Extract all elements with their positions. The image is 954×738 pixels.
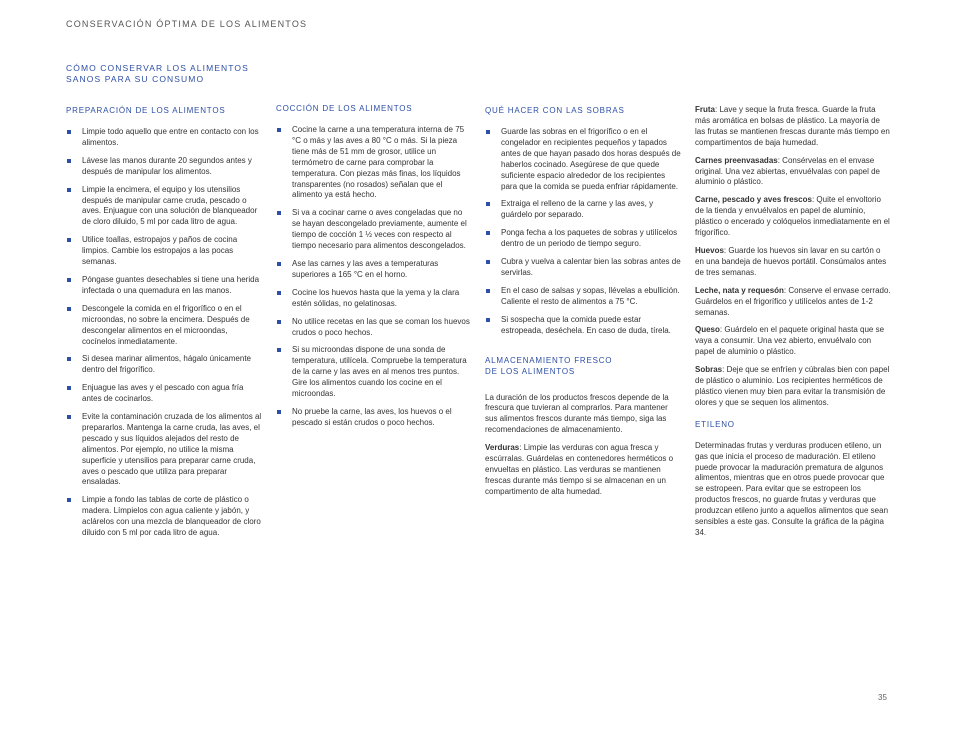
- list-sobras: [485, 127, 681, 337]
- page-number: 35: [878, 693, 887, 702]
- entry-sobras: Sobras: Deje que se enfríen y cúbralas bien con papel de plástico o aluminio. Los recipientes herméticos de plástico vienen muy bien para evitar la transmisión de olores y que se sequen los alimentos.: [695, 365, 890, 407]
- list-item: Póngase guantes desechables si tiene una herida infectada o una quemadura en las manos.: [66, 275, 262, 297]
- entry-text: Quite el envoltorio de la tienda y envuélvalos en papel de aluminio, plástico o encerado y colóquelos inmediatamente en el frigorífico.: [695, 195, 890, 238]
- main-title: CÓMO CONSERVAR LOS ALIMENTOS SANOS PARA SU CONSUMO: [66, 63, 249, 84]
- list-item: Limpie a fondo las tablas de corte de plástico o madera. Límpielos con agua caliente y jabón, y aclárelos con una mezcla de blanqueador de cloro diluido con 5 ml por cada litro de agua.: [66, 495, 262, 539]
- list-item: Evite la contaminación cruzada de los alimentos al prepararlos. Mantenga la carne cruda, las aves, el pescado y sus líquidos alejados del resto de alimentos. Por ejemplo, no utilice la misma superficie y utensilios para preparar carne cruda, aves o pescado que utiliza para preparar ensaladas.: [66, 412, 262, 488]
- list-item: Descongele la comida en el frigorífico o en el microondas, no sobre la encimera. Después de descongelar alimentos en el microondas, cocínelos inmediatamente.: [66, 304, 262, 348]
- column-sobras: [485, 105, 681, 505]
- entry-text: Deje que se enfríen y cúbralas bien con papel de plástico o aluminio. Los recipientes herméticos de plástico vienen muy bien para evitar la transmisión de olores y que se sequen los alimentos.: [695, 365, 890, 407]
- entry-text: Consérvelas en el envase original. Una vez abiertas, envuélvalas con papel de aluminio o plástico.: [695, 155, 881, 187]
- list-item: Si sospecha que la comida puede estar estropeada, deséchela. En caso de duda, tírela.: [485, 315, 681, 337]
- list-item: Cocine los huevos hasta que la yema y la clara estén sólidas, no gelatinosas.: [276, 288, 472, 310]
- list-item: Cubra y vuelva a calentar bien las sobras antes de servirlas.: [485, 257, 681, 279]
- section-title-preparacion: PREPARACIÓN DE LOS ALIMENTOS: [66, 106, 226, 115]
- list-item: Cocine la carne a una temperatura interna de 75 °C o más y las aves a 80 °C o más. Si la pieza tiene más de 51 mm de grosor, utilice un termómetro de carne para comprobar la temperatura. Con piezas más finas, los líquidos transparentes (no rosados) señalan que el alimento ya está hecho.: [276, 125, 472, 201]
- running-header: CONSERVACIÓN ÓPTIMA DE LOS ALIMENTOS: [66, 19, 308, 29]
- column-coccion: [276, 103, 472, 436]
- list-item: No utilice recetas en las que se coman los huevos crudos o poco hechos.: [276, 317, 472, 339]
- entry-carne-pescado-aves: Carne, pescado y aves frescos: Quite el envoltorio de la tienda y envuélvalos en papel de aluminio, plástico o encerado y colóquelos inmediatamente en el frigorífico.: [695, 195, 890, 238]
- entry-label: Sobras: [695, 365, 723, 375]
- list-coccion: [276, 125, 472, 429]
- section-title-almacenamiento: ALMACENAMIENTO FRESCO DE LOS ALIMENTOS: [485, 355, 613, 376]
- list-item: Si desea marinar alimentos, hágalo únicamente dentro del frigorífico.: [66, 354, 262, 376]
- entry-label: Carnes preenvasadas: [695, 155, 778, 165]
- entry-text: Limpie las verduras con agua fresca y escúrralas. Guárdelas en contenedores herméticos o envueltas en plástico. Las verduras se mantienen frescas durante más tiempo si se almacenan en un compartimento de alta humedad.: [485, 443, 674, 496]
- entry-label: Huevos: [695, 245, 724, 255]
- list-item: Extraiga el relleno de la carne y las aves, y guárdelo por separado.: [485, 199, 681, 221]
- section-title-coccion: COCCIÓN DE LOS ALIMENTOS: [276, 104, 413, 113]
- entry-label: Leche, nata y requesón: [695, 285, 784, 295]
- list-item: Lávese las manos durante 20 segundos antes y después de manipular los alimentos.: [66, 156, 262, 178]
- entry-label: Queso: [695, 325, 720, 335]
- list-item: Enjuague las aves y el pescado con agua fría antes de cocinarlos.: [66, 383, 262, 405]
- section-title-etileno: ETILENO: [695, 419, 735, 429]
- entry-huevos: Huevos: Guarde los huevos sin lavar en su cartón o en una bandeja de huevos portátil. Consúmalos antes de tres semanas.: [695, 245, 887, 277]
- paragraph-almacenamiento-intro: La duración de los productos frescos depende de la frescura que tuvieran al comprarlos. Para mantener sus alimentos frescos durante más tiempo, siga las recomendaciones de almacenamiento.: [485, 392, 669, 435]
- column-almacenamiento-cont: [695, 105, 891, 546]
- entry-label: Verduras: [485, 443, 520, 453]
- entry-text: Guarde los huevos sin lavar en su cartón o en una bandeja de huevos portátil. Consúmalos antes de tres semanas.: [695, 245, 887, 277]
- list-item: En el caso de salsas y sopas, llévelas a ebullición. Caliente el resto de alimentos a 75 °C.: [485, 286, 681, 308]
- entry-text: Lave y seque la fruta fresca. Guarde la fruta más aromática en bolsas de plástico. La mayoría de las frutas se mantienen frescas durante más tiempo en compartimentos de baja humedad.: [695, 105, 890, 147]
- entry-queso: Queso: Guárdelo en el paquete original hasta que se vaya a consumir. Una vez abierto, envuélvalo con papel de aluminio o plástico.: [695, 325, 885, 357]
- column-preparacion: [66, 105, 262, 546]
- entry-label: Carne, pescado y aves frescos: [695, 195, 812, 205]
- list-item: Limpie la encimera, el equipo y los utensilios después de manipular carne cruda, pescado o aves. Enjuague con una solución de blanqueador de cloro diluido, 5 ml por cada litro de agua.: [66, 185, 262, 229]
- entry-text: Conserve el envase cerrado. Guárdelos en el frigorífico y utilícelos antes de 1-2 semanas.: [695, 285, 891, 317]
- list-item: Guarde las sobras en el frigorífico o en el congelador en recipientes pequeños y tapados antes de que hayan pasado dos horas después de haberlos cocinado. Asegúrese de que quede suficiente espacio alrededor de los recipientes para que la comida se pueda enfriar rápidamente.: [485, 127, 681, 192]
- list-item: Utilice toallas, estropajos y paños de cocina limpios. Cambie los estropajos a las pocas semanas.: [66, 235, 262, 268]
- entry-label: Fruta: [695, 105, 715, 114]
- entry-carnes-preenvasadas: Carnes preenvasadas: Consérvelas en el envase original. Una vez abiertas, envuélvalas con papel de aluminio o plástico.: [695, 155, 881, 187]
- list-item: No pruebe la carne, las aves, los huevos o el pescado si están crudos o poco hechos.: [276, 407, 472, 429]
- list-item: Si va a cocinar carne o aves congeladas que no se hayan descongelado previamente, aumente el tiempo de cocción 1 ½ veces con respecto al tiempo necesario para alimentos descongelados.: [276, 208, 472, 252]
- section-title-sobras: QUÉ HACER CON LAS SOBRAS: [485, 106, 625, 115]
- entry-leche: Leche, nata y requesón: Conserve el envase cerrado. Guárdelos en el frigorífico y utilícelos antes de 1-2 semanas.: [695, 285, 891, 317]
- paragraph-etileno: Determinadas frutas y verduras producen etileno, un gas que inicia el proceso de maduración. El etileno puede provocar la maduración prematura de algunos alimentos, mientras que en otros puede provocar que se estropeen. Para evitar que se estropeen los productos frescos, no guarde frutas y verduras que produzcan etileno junto a aquellos alimentos que sean sensibles a este gas. Consulte la gráfica de la página 34.: [695, 440, 889, 537]
- entry-text: Guárdelo en el paquete original hasta que se vaya a consumir. Una vez abierto, envuélvalo con papel de aluminio o plástico.: [695, 325, 885, 357]
- entry-fruta: Fruta: Lave y seque la fruta fresca. Guarde la fruta más aromática en bolsas de plástico. La mayoría de las frutas se mantienen frescas durante más tiempo en compartimentos de baja humedad.: [695, 105, 890, 147]
- list-preparacion: [66, 127, 262, 539]
- list-item: Ponga fecha a los paquetes de sobras y utilícelos dentro de un periodo de tiempo seguro.: [485, 228, 681, 250]
- entry-verduras: Verduras: Limpie las verduras con agua fresca y escúrralas. Guárdelas en contenedores herméticos o envueltas en plástico. Las verduras se mantienen frescas durante más tiempo si se almacenan en un compartimento de alta humedad.: [485, 443, 674, 496]
- list-item: Ase las carnes y las aves a temperaturas superiores a 165 °C en el horno.: [276, 259, 472, 281]
- list-item: Si su microondas dispone de una sonda de temperatura, utilícela. Compruebe la temperatura de la carne y las aves en al menos tres puntos. Gire los alimentos cuando los cocine en el microondas.: [276, 345, 472, 400]
- list-item: Limpie todo aquello que entre en contacto con los alimentos.: [66, 127, 262, 149]
